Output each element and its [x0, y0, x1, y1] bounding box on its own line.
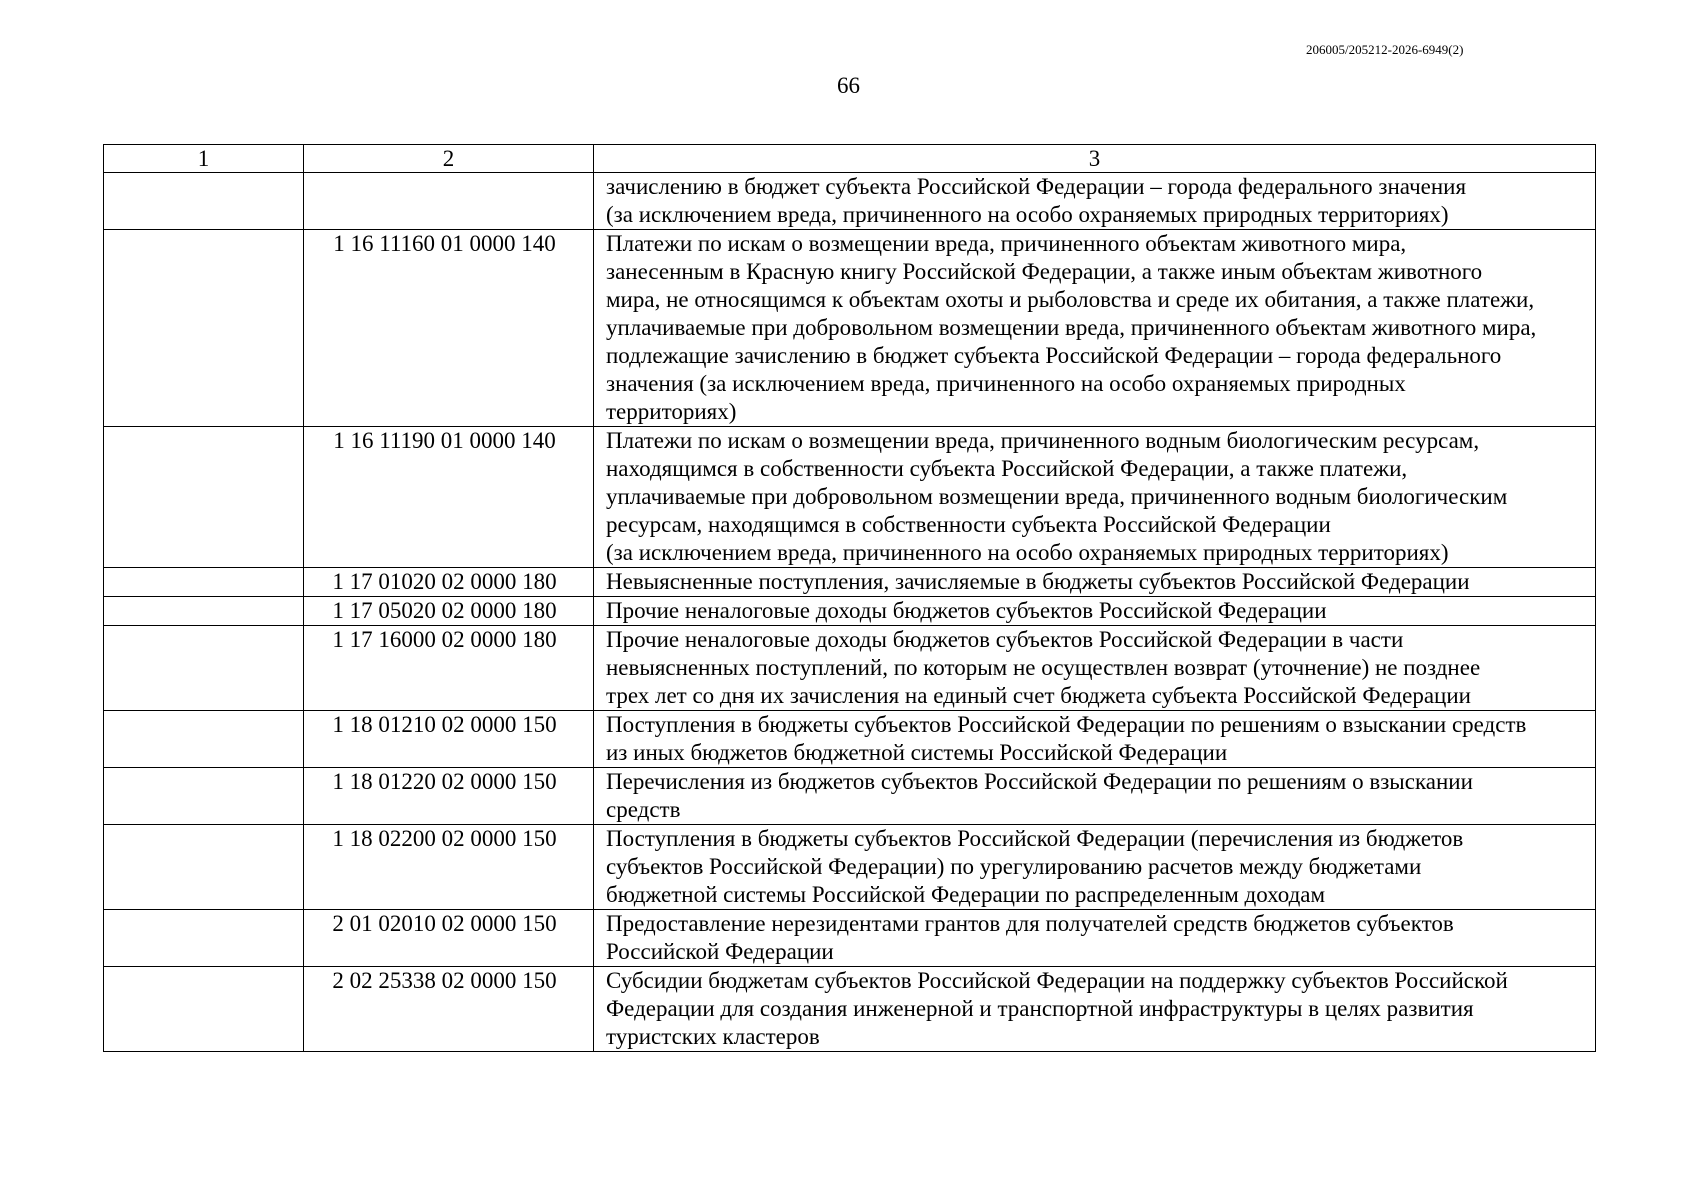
cell-revenue-description: Поступления в бюджеты субъектов Российской Федерации по решениям о взыскании средств из иных бюджетов бюджетной системы Российской Федерации [594, 711, 1596, 768]
table-body [104, 173, 1596, 1052]
cell-column-1 [104, 825, 304, 910]
column-header-1: 1 [104, 145, 304, 173]
cell-column-1 [104, 910, 304, 967]
table-row [104, 173, 1596, 230]
cell-revenue-description: Прочие неналоговые доходы бюджетов субъектов Российской Федерации в части невыясненных поступлений, по которым не осуществлен возврат (уточнение) не позднее трех лет со дня их зачисления на единый счет бюджета субъекта Российской Федерации [594, 626, 1596, 711]
document-id: 206005/205212-2026-6949(2) [1306, 42, 1464, 57]
table-row [104, 230, 1596, 427]
cell-revenue-description: Невыясненные поступления, зачисляемые в бюджеты субъектов Российской Федерации [594, 568, 1596, 597]
cell-revenue-description: Платежи по искам о возмещении вреда, причиненного объектам животного мира, занесенным в Красную книгу Российской Федерации, а также иным объектам животного мира, не относящимся к объектам охоты и рыболовства и среде их обитания, а также платежи, уплачиваемые при добровольном возмещении вреда, причиненного объектам животного мира, подлежащие зачислению в бюджет субъекта Российской Федерации – города федерального значения (за исключением вреда, причиненного на особо охраняемых природных территориях) [594, 230, 1596, 427]
cell-revenue-code: 2 01 02010 02 0000 150 [304, 910, 594, 967]
cell-column-1 [104, 768, 304, 825]
table-row [104, 768, 1596, 825]
cell-revenue-description: Субсидии бюджетам субъектов Российской Федерации на поддержку субъектов Российской Федерации для создания инженерной и транспортной инфраструктуры в целях развития туристских кластеров [594, 967, 1596, 1052]
cell-revenue-code: 1 16 11190 01 0000 140 [304, 427, 594, 568]
column-header-3: 3 [594, 145, 1596, 173]
table-row [104, 626, 1596, 711]
cell-column-1 [104, 597, 304, 626]
cell-column-1 [104, 626, 304, 711]
cell-column-1 [104, 967, 304, 1052]
cell-revenue-code [304, 173, 594, 230]
cell-revenue-code: 1 18 02200 02 0000 150 [304, 825, 594, 910]
revenue-codes-table [103, 144, 1596, 1052]
cell-revenue-description: Поступления в бюджеты субъектов Российской Федерации (перечисления из бюджетов субъектов Российской Федерации) по урегулированию расчетов между бюджетами бюджетной системы Российской Федерации по распределенным доходам [594, 825, 1596, 910]
cell-revenue-code: 1 18 01210 02 0000 150 [304, 711, 594, 768]
table-row [104, 825, 1596, 910]
cell-revenue-code: 1 18 01220 02 0000 150 [304, 768, 594, 825]
table-row [104, 427, 1596, 568]
table-row [104, 711, 1596, 768]
table-header-row [104, 145, 1596, 173]
cell-revenue-code: 1 16 11160 01 0000 140 [304, 230, 594, 427]
table-row [104, 597, 1596, 626]
table-row [104, 568, 1596, 597]
cell-revenue-code: 1 17 01020 02 0000 180 [304, 568, 594, 597]
cell-revenue-code: 1 17 05020 02 0000 180 [304, 597, 594, 626]
cell-revenue-description: Предоставление нерезидентами грантов для получателей средств бюджетов субъектов Российской Федерации [594, 910, 1596, 967]
table-row [104, 967, 1596, 1052]
cell-revenue-description: Прочие неналоговые доходы бюджетов субъектов Российской Федерации [594, 597, 1596, 626]
cell-revenue-description: зачислению в бюджет субъекта Российской Федерации – города федерального значения (за исключением вреда, причиненного на особо охраняемых природных территориях) [594, 173, 1596, 230]
table-row [104, 910, 1596, 967]
page-number: 66 [837, 73, 860, 98]
cell-revenue-description: Перечисления из бюджетов субъектов Российской Федерации по решениям о взыскании средств [594, 768, 1596, 825]
cell-revenue-code: 1 17 16000 02 0000 180 [304, 626, 594, 711]
cell-column-1 [104, 427, 304, 568]
cell-column-1 [104, 173, 304, 230]
cell-revenue-code: 2 02 25338 02 0000 150 [304, 967, 594, 1052]
cell-revenue-description: Платежи по искам о возмещении вреда, причиненного водным биологическим ресурсам, находящимся в собственности субъекта Российской Федерации, а также платежи, уплачиваемые при добровольном возмещении вреда, причиненного водным биологическим ресурсам, находящимся в собственности субъекта Российской Федерации (за исключением вреда, причиненного на особо охраняемых природных территориях) [594, 427, 1596, 568]
column-header-2: 2 [304, 145, 594, 173]
cell-column-1 [104, 711, 304, 768]
cell-column-1 [104, 568, 304, 597]
cell-column-1 [104, 230, 304, 427]
